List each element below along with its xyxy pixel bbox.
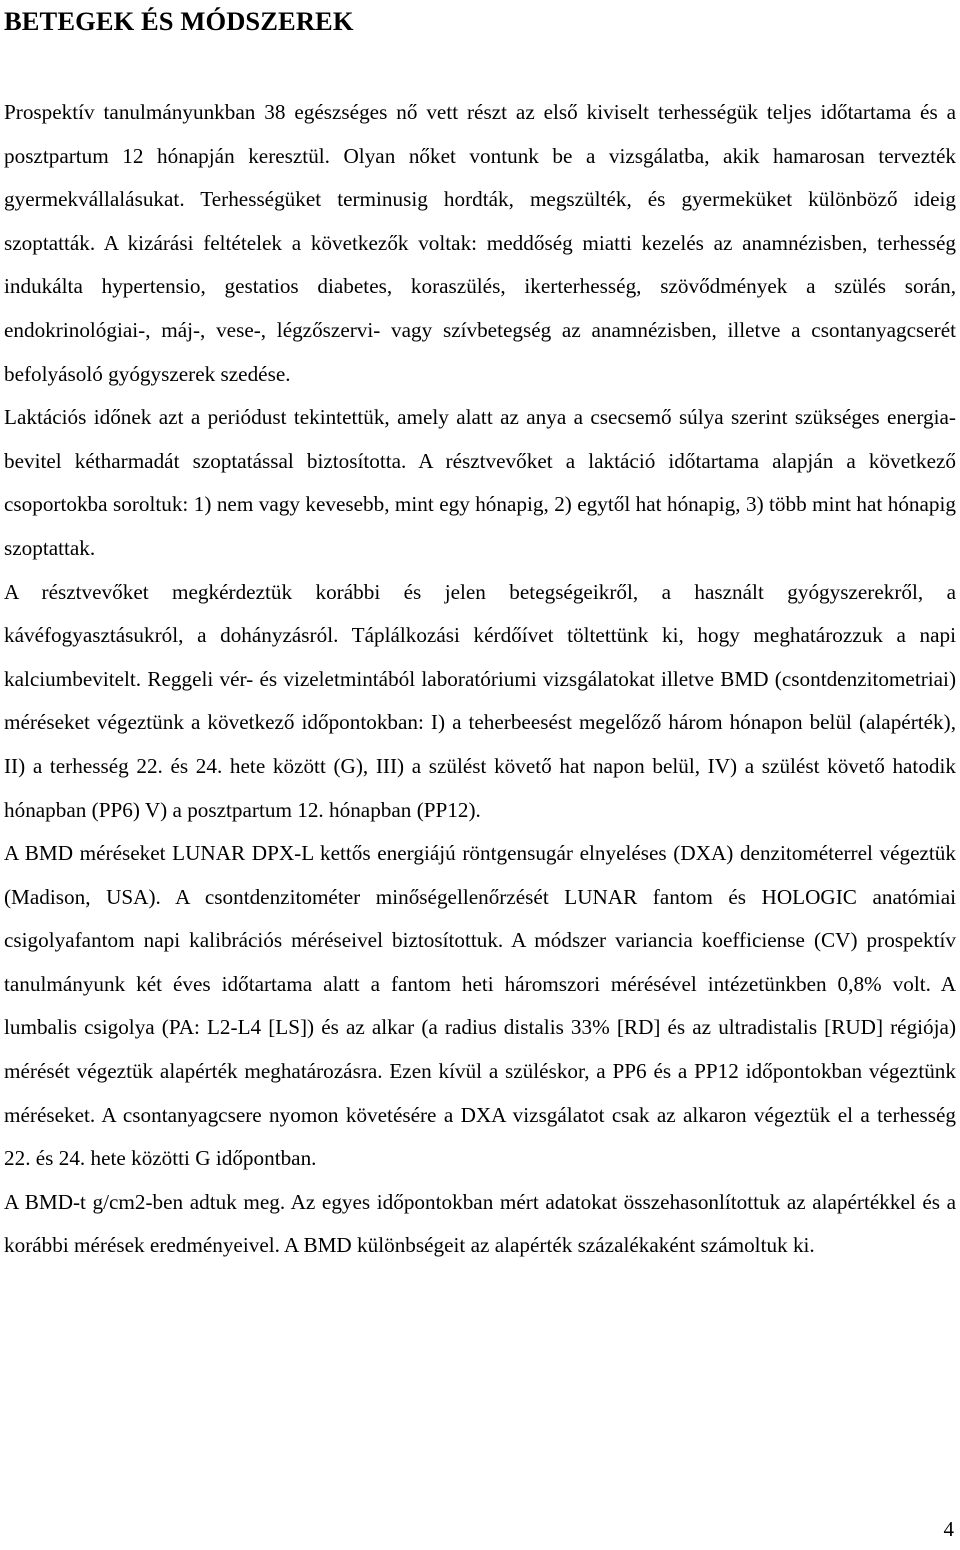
paragraph-measurements: A résztvevőket megkérdeztük korábbi és jelen betegségeikről, a használt gyógyszerekről, a kávéfogyasztásukról, a dohányzásról. Táplálkozási kérdőívet töltettünk ki, hogy meghatározzuk a napi kalciumbevitelt. Reggeli vér- és vizeletmintából laboratóriumi vizsgálatokat illetve BMD (csontdenzitometriai) méréseket végeztünk a következő időpontokban: I) a teherbeesést megelőző három hónapon belül (alapérték), II) a terhesség 22. és 24. hete között (G), III) a szülést követő hat napon belül, IV) a szülést követő hatodik hónapban (PP6) V) a posztpartum 12. hónapban (PP12).: [4, 579, 956, 822]
paragraph-participants: Prospektív tanulmányunkban 38 egészséges nő vett részt az első kiviselt terhességük teljes időtartama és a posztpartum 12 hónapján keresztül. Olyan nőket vontunk be a vizsgálatba, akik hamarosan tervezték gyermekvállalásukat. Terhességüket terminusig hordták, megszülték, és gyermeküket különböző ideig szoptatták. A kizárási feltételek a következők voltak: meddőség miatti kezelés az anamnézisben, terhesség indukálta hypertensio, gestatios diabetes, koraszülés, ikerterhesség, szövődmények a szülés során, endokrinológiai-, máj-, vese-, légzőszervi- vagy szívbetegség az anamnézisben, illetve a csontanyagcserét befolyásoló gyógyszerek szedése.: [4, 100, 956, 386]
paragraph-bmd-units: A BMD-t g/cm2-ben adtuk meg. Az egyes időpontokban mért adatokat összehasonlítottuk az alapértékkel és a korábbi mérések eredményeivel. A BMD különbségeit az alapérték százalékaként számoltuk ki.: [4, 1189, 956, 1258]
page-number: 4: [943, 1517, 954, 1541]
section-heading: BETEGEK ÉS MÓDSZEREK: [4, 6, 354, 36]
paragraph-dxa-method: A BMD méréseket LUNAR DPX-L kettős energiájú röntgensugár elnyeléses (DXA) denzitométerrel végeztük (Madison, USA). A csontdenzitométer minőségellenőrzését LUNAR fantom és HOLOGIC anatómiai csigolyafantom napi kalibrációs méréseivel biztosítottuk. A módszer variancia koefficiense (CV) prospektív tanulmányunk két éves időtartama alatt a fantom heti háromszori mérésével intézetünkben 0,8% volt. A lumbalis csigolya (PA: L2-L4 [LS]) és az alkar (a radius distalis 33% [RD] és az ultradistalis [RUD] régiója) mérését végeztük alapérték meghatározásra. Ezen kívül a szüléskor, a PP6 és a PP12 időpontokban végeztünk méréseket. A csontanyagcsere nyomon követésére a DXA vizsgálatot csak az alkaron végeztük el a terhesség 22. és 24. hete közötti G időpontban.: [4, 841, 956, 1171]
paragraph-lactation: Laktációs időnek azt a periódust tekintettük, amely alatt az anya a csecsemő súlya szerint szükséges energia-bevitel kétharmadát szoptatással biztosította. A résztvevőket a laktáció időtartama alapján a következő csoportokba soroltuk: 1) nem vagy kevesebb, mint egy hónapig, 2) egytől hat hónapig, 3) több mint hat hónapig szoptattak.: [4, 405, 956, 560]
body-text: [4, 91, 956, 1268]
